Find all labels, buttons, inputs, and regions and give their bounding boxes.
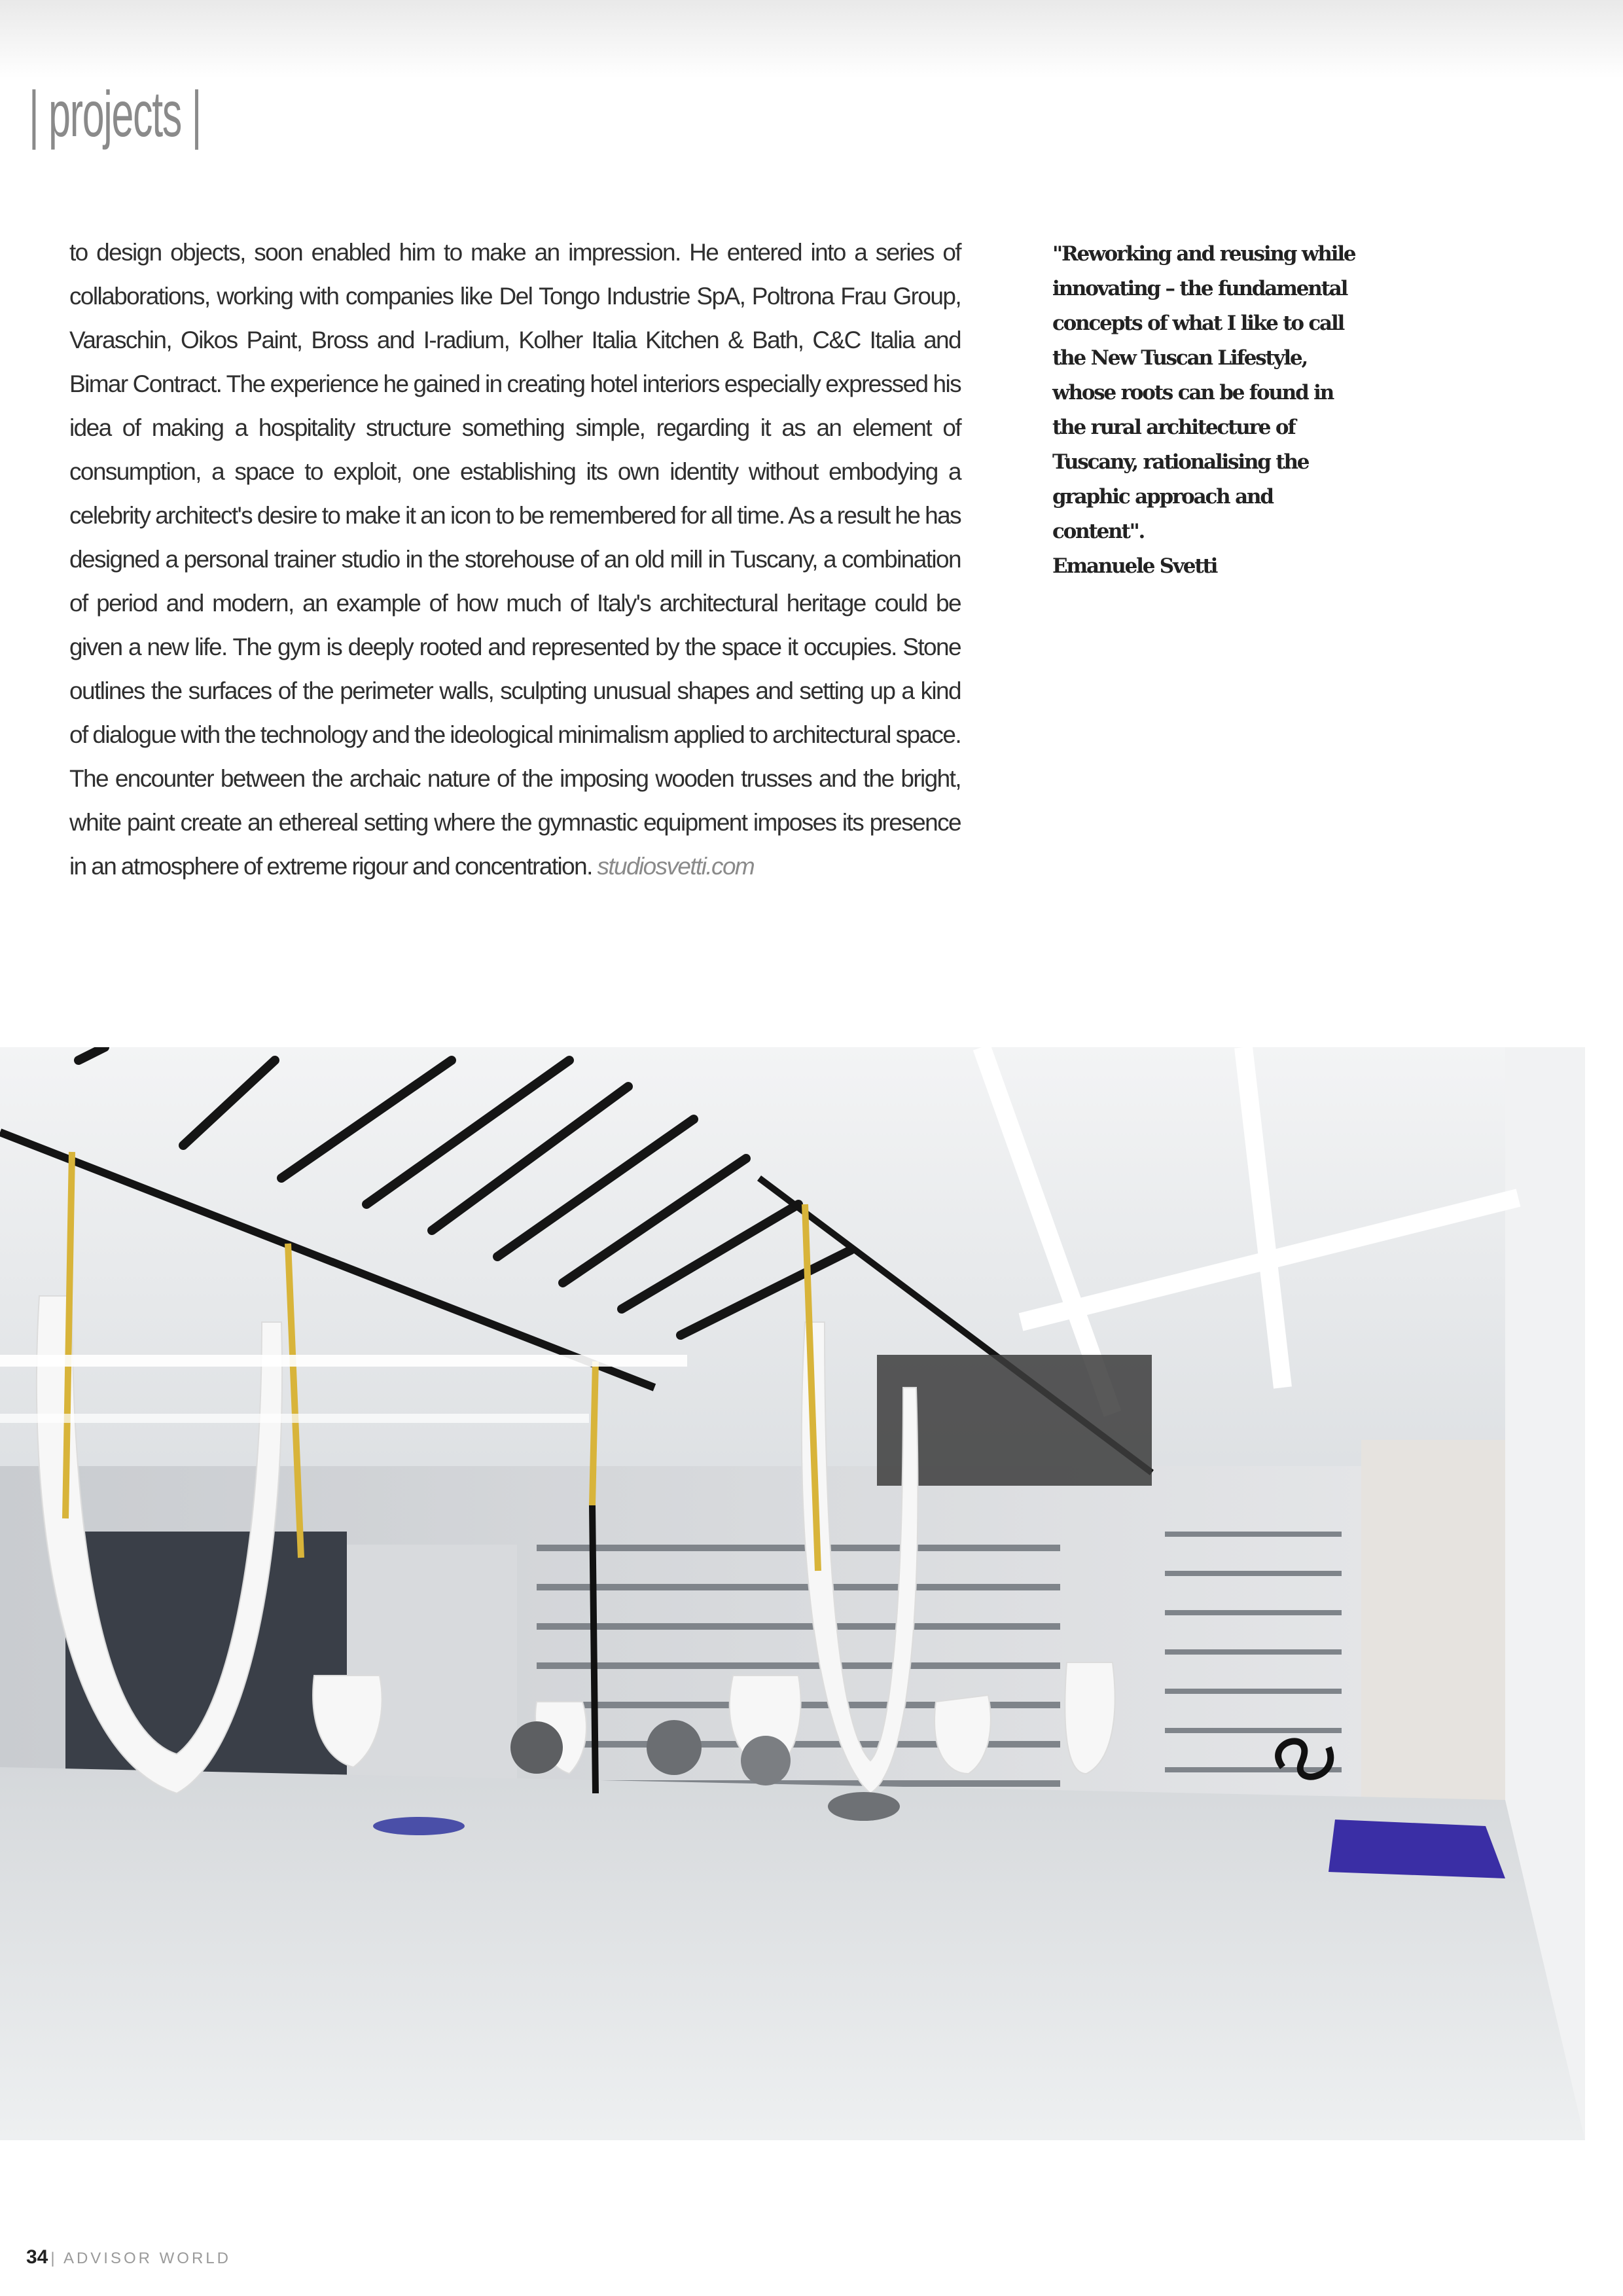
article-body-text: to design objects, soon enabled him to make an impression. He entered into a series of collaborations, working with companies like Del Tongo Industrie SpA, Poltrona Frau Group, Varaschin, Oikos Paint, Bross and I-radium, Kolher Italia Kitchen & Bath, C&C Italia and Bimar Contract. The experience he gained in creating hotel interiors especially expressed his idea of making a hospitality structure something simple, regarding it as an element of consumption, a space to exploit, one establishing its own identity without embodying a celebrity architect's desire to make it an icon to be remembered for all time. As a result he has designed a personal trainer studio in the storehouse of an old mill in Tuscany, a combination of period and modern, an example of how much of Italy's architectural heritage could be given a new life. The gym is deeply rooted and represented by the space it occupies. Stone outlines the surfaces of the perimeter walls, sculpting unusual shapes and setting up a kind of dialogue with the technology and the ideological minimalism applied to architectural space. The encounter between the archaic nature of the imposing wooden trusses and the bright, white paint create an ethereal setting where the gymnastic equipment imposes its presence in an atmosphere of extreme rigour and concentration.	[69, 239, 961, 880]
article-body	[69, 230, 961, 888]
quote-author: Emanuele Svetti	[1052, 554, 1217, 578]
gym-interior-photo	[0, 1047, 1585, 2140]
section-label: | projects |	[29, 78, 202, 150]
page-number: 34	[26, 2246, 48, 2268]
top-fade	[0, 0, 1623, 79]
website-link[interactable]: studiosvetti.com	[597, 853, 755, 880]
page-footer	[26, 2246, 231, 2279]
publication-name: | ADVISOR WORLD	[50, 2250, 231, 2267]
pull-quote-text: "Reworking and reusing while innovating – the fundamental concepts of what I like to call the New Tuscan Lifestyle, whose roots can be found in the rural architecture of Tuscany, rationalising the graphic approach and content".	[1052, 242, 1355, 543]
pull-quote	[1052, 237, 1360, 584]
